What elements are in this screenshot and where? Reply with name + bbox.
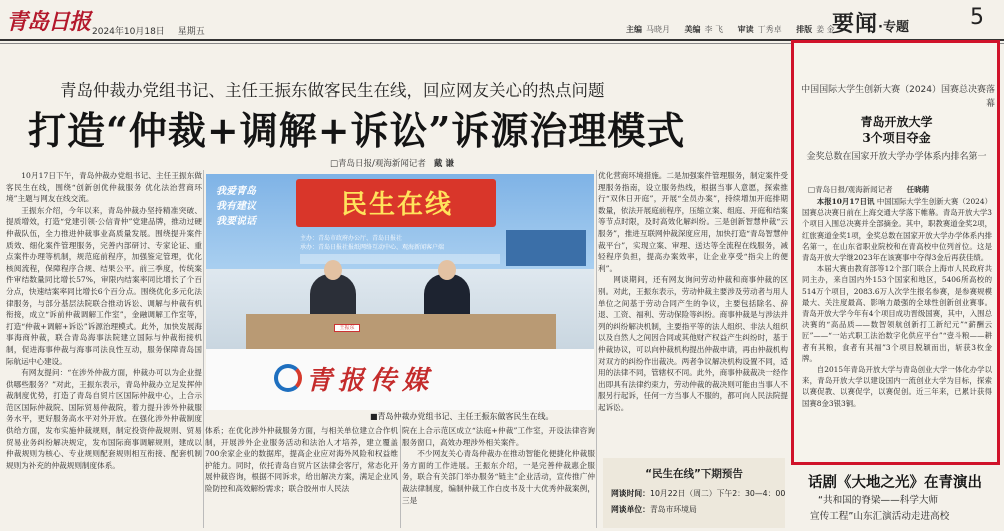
story-headline: 打造“仲裁+调解+诉讼”诉源治理模式 bbox=[28, 108, 686, 153]
banner-info-line: 主办：青岛市政府办公厅、青岛日报社 bbox=[300, 235, 403, 242]
sidebar-body bbox=[802, 196, 992, 462]
column-divider bbox=[400, 425, 401, 528]
sidebar-byline-source: □青岛日报/观海新闻记者 bbox=[808, 185, 893, 194]
story-column-4 bbox=[598, 170, 788, 438]
staff-role: 审读 bbox=[737, 25, 754, 34]
issue-date bbox=[92, 24, 215, 37]
guest-nameplate bbox=[334, 324, 360, 332]
preview-title: “民生在线”下期预告 bbox=[645, 468, 743, 480]
photo-caption: ■青岛仲裁办党组书记、主任王振东做客民生在线。 bbox=[370, 412, 554, 421]
date-text: 2024年10月18日 bbox=[92, 27, 165, 37]
sidebar-byline bbox=[808, 184, 929, 195]
byline-source: □青岛日报/观海新闻记者 bbox=[330, 159, 426, 169]
slogan-line: 我要说话 bbox=[216, 216, 256, 227]
sidebar-kicker: 中国国际大学生创新大赛（2024）国赛总决赛落幕 bbox=[801, 85, 995, 109]
slogan-line: 我爱青岛 bbox=[216, 186, 256, 197]
column-divider bbox=[596, 170, 597, 528]
byline-author: 戴 谦 bbox=[433, 159, 454, 169]
section-title bbox=[832, 7, 909, 38]
host-head bbox=[438, 260, 456, 280]
sidebar-headline-line: 3个项目夺金 bbox=[862, 131, 931, 145]
preview-unit-value: 青岛市环境局 bbox=[649, 505, 697, 514]
paragraph: 有网友提问：“在涉外仲裁方面，仲裁办可以为企业提供哪些服务？”对此，王振东表示，青岛仲裁办立足发挥仲裁制度优势，打造了青岛自贸片区国际仲裁中心，上合示范区国际仲裁院、国际贸易仲裁院，着力提升涉外仲裁服务水平，更好服务高水平对外开放。在强化涉外仲裁制度供给方面，发布实施仲裁规则，制定投资仲裁规则、贸易贸易业务纠纷解决规定，发布国际商事调解规则，建成以仲裁规则为核心、专业规则配套规则相互衔接、配套机制规则为补充的仲裁规则制度体系。 bbox=[6, 368, 202, 470]
paragraph: 王振东介绍，今年以来，青岛仲裁办坚持精准突破、提质增效，打造“党建引领·公信青仲”党建品牌，推动过硬仲裁队伍，全力推进仲裁事业高质量发展。围绕提升案件质效、细化案件管理服务，完善内部研讨、专家论证、重点案件办理等机制，规范庭前程序，加强鉴定管理，优化核阅流程，保障程序合规、结果公平。前三季度，传统案件审结数量同比增长57%，审限内结案率同比增长了个百分点，快速结案率同比增长6个百分点。围绕优化多元化法律服务，与部分基层法院联合推动诉讼、调解与仲裁有机衔接，成立“诉前仲裁调解工作室”，金融调解工作室等，打造“仲裁+调解+诉讼”诉源治理模式。此外，加快发展海事海商仲裁，联合青岛海事法院建立国际与仲裁衔接机制，促进海事仲裁与海事司法良性互动，服务保障青岛国际航运中心建设。 bbox=[6, 205, 202, 366]
story-byline bbox=[330, 157, 454, 169]
dateline: 本报10月17日讯 bbox=[816, 197, 875, 206]
staff-name: 马晓月 bbox=[646, 25, 670, 34]
section-name: 要闻 bbox=[832, 12, 879, 37]
story-kicker: 青岛仲裁办党组书记、主任王振东做客民生在线，回应网友关心的热点问题 bbox=[60, 81, 605, 100]
video-screen bbox=[506, 230, 586, 266]
teaser-subline: 宣传工程”山东汇演活动走进高校 bbox=[810, 511, 950, 522]
paragraph: 网谈期间，还有网友询问劳动仲裁和商事仲裁的区别。对此，王振东表示，劳动仲裁主要涉及劳动者与用人单位之间基于劳动合同产生的争议，主要包括除名、辞退、工资、福利、劳动保险等纠纷。商事仲裁是与涉法并列的纠纷解决机制，主要指平等的法人组织、非法人组织以及自然人之间因合同或其他财产权益产生纠纷时，基于仲裁协议，可以向仲裁机构提出仲裁申请，再由仲裁机构对双方的纠纷作出裁决。两者争议解决机构设置不同，适用的法律不同，管辖权不同。此外，商事仲裁裁决一经作出即具有法律约束力，劳动仲裁的裁决则可能由当事人不服另行起诉，任何一方当事人不服的，都可向人民法院提起诉讼。 bbox=[598, 275, 788, 412]
sidebar-story-box bbox=[791, 40, 1000, 465]
preview-unit-label: 网谈单位： bbox=[611, 505, 650, 514]
paragraph: 体系；在优化涉外仲裁服务方面，与相关单位建立合作机制，开展涉外企业服务活动和法治人才培养，建立覆盖700余家企业的数据库，提高企业应对海外风险和权益维护能力。同时，依托青岛自贸片区法律会客厅，常态化开展仲裁咨询，根据不同诉求，给出解决方案，满足企业风险防控和高效解纷需求；联合胶州市人民法 bbox=[205, 426, 398, 493]
paragraph bbox=[802, 196, 992, 263]
event-photo bbox=[206, 174, 594, 410]
paragraph: 优化营商环境措施。二是加强案件管理服务，制定案件受理服务指南，设立服务热线，根据当事人意愿，探索推行“双休日开庭”，开展“全员办案”，持续增加开庭排期数量，依法开展庭前程序，压缩立案、组庭、开庭和结案等节点时限，及时高效化解纠纷。三是创新智慧仲裁“云服务”，推进互联网仲裁深度应用，加快打造“青岛智慧仲裁平台”，实现立案、审理、送达等全流程在线服务，减轻程序负担，提高办案效率，让企业享受“指尖上的便利”。 bbox=[598, 171, 788, 273]
next-session-preview bbox=[603, 458, 785, 528]
paragraph: 本届大赛由教育部等12个部门联合上海市人民政府共同主办，来自国内外153个国家和地区，5406所高校的514万个项目，2083.6万人次学生报名参赛，是参赛规模最大、关注度最高、影响力最强的全球性创新创业赛事。青岛开放大学今年有4个项目成功晋级国赛，其中，入围总决赛的“高品质——数智领航创新打工新纪元”“薪酬云匠”——“一站式职工法治数字化供应平台”“壹斗粮——耕者有其粮，食者有其福”3个项目脱颖而出，斩获3枚金牌。 bbox=[802, 264, 992, 363]
sidebar-subtitle: 金奖总数在国家开放大学办学体系内排名第一 bbox=[806, 152, 987, 162]
teaser-subline: “共和国的脊梁——科学大师 bbox=[818, 495, 939, 506]
studio-desk bbox=[246, 314, 556, 354]
teaser-headline: 话剧《大地之光》在青演出 bbox=[808, 475, 982, 491]
staff-name: 李 飞 bbox=[704, 25, 724, 34]
section-sub: ·专题 bbox=[878, 20, 909, 35]
page-number: 5 bbox=[970, 5, 984, 30]
sidebar-headline-line: 青岛开放大学 bbox=[860, 115, 933, 129]
editorial-staff bbox=[626, 24, 847, 35]
sidebar-headline bbox=[798, 114, 995, 146]
story-column-2 bbox=[205, 425, 398, 528]
brand-logo-icon bbox=[274, 364, 302, 392]
banner-info bbox=[300, 234, 444, 252]
slogan-line: 我有建议 bbox=[216, 201, 256, 212]
staff-role: 美编 bbox=[684, 25, 701, 34]
staff-role: 排版 bbox=[796, 25, 813, 34]
story-column-1 bbox=[6, 170, 202, 528]
preview-time-label: 网谈时间： bbox=[611, 489, 650, 498]
paragraph: 不少网友关心青岛仲裁办在推动智能化便捷化仲裁服务方面的工作进展。王振东介绍，一是完善仲裁惠企服务，联合有关部门举办服务“链主”企业活动，宣传推广仲裁法律制度，编制仲裁工作白皮书及十大优秀仲裁案例，三是 bbox=[402, 449, 595, 505]
paragraph: 自2015年青岛开放大学与青岛创业大学一体化办学以来，青岛开放大学以建设国内一流创业大学为目标，探索以赛促教、以赛促学，以赛促创。近三年来，已累计获得国赛8金3银3铜。 bbox=[802, 365, 992, 408]
weekday-text: 星期五 bbox=[177, 27, 205, 37]
newspaper-logo: 青岛日报 bbox=[6, 9, 91, 35]
staff-role: 主编 bbox=[626, 25, 642, 34]
preview-time bbox=[611, 488, 785, 499]
banner-info-line: 承办：青岛日报社报纸网络互动中心、观海新闻客户端 bbox=[300, 244, 445, 251]
paragraph: 10月17日下午，青岛仲裁办党组书记、主任王振东做客民生在线，围绕“创新创优仲裁服务 优化法治营商环境”主题与网友在线交流。 bbox=[6, 171, 202, 204]
paragraph: 院在上合示范区成立“法庭+仲裁”工作室，开设法律咨询服务窗口，高效办理涉外相关案件。 bbox=[402, 426, 595, 447]
brand-wordmark: 青报传媒 bbox=[306, 366, 435, 396]
column-divider bbox=[203, 170, 204, 528]
banner-title: 民生在线 bbox=[340, 190, 453, 220]
staff-name: 姜 金 bbox=[816, 25, 835, 34]
story-column-3 bbox=[402, 425, 595, 528]
preview-unit bbox=[611, 504, 697, 515]
nameplate-text: 王振东 bbox=[339, 325, 355, 331]
sidebar-byline-author: 任晓萌 bbox=[906, 185, 930, 194]
staff-name: 丁秀卓 bbox=[757, 25, 782, 34]
photo-slogan bbox=[216, 184, 256, 229]
guest-head bbox=[324, 260, 342, 280]
paragraph-text: 中国国际大学生创新大赛（2024）国赛总决赛日前在上海交通大学落下帷幕。青岛开放大学3个项目入围总决赛并全部摘金。其中，职教赛道金奖2项，红旅赛道金奖1项，金奖总数在国家开放大学办学体系内排名第一，在山东省职业院校和在青高校中位列首位。这是青岛开放大学继2023年在该赛事中夺得3金后再获佳绩。 bbox=[802, 197, 992, 263]
preview-time-value: 10月22日（周二）下午2：30—4：00 bbox=[649, 489, 786, 498]
